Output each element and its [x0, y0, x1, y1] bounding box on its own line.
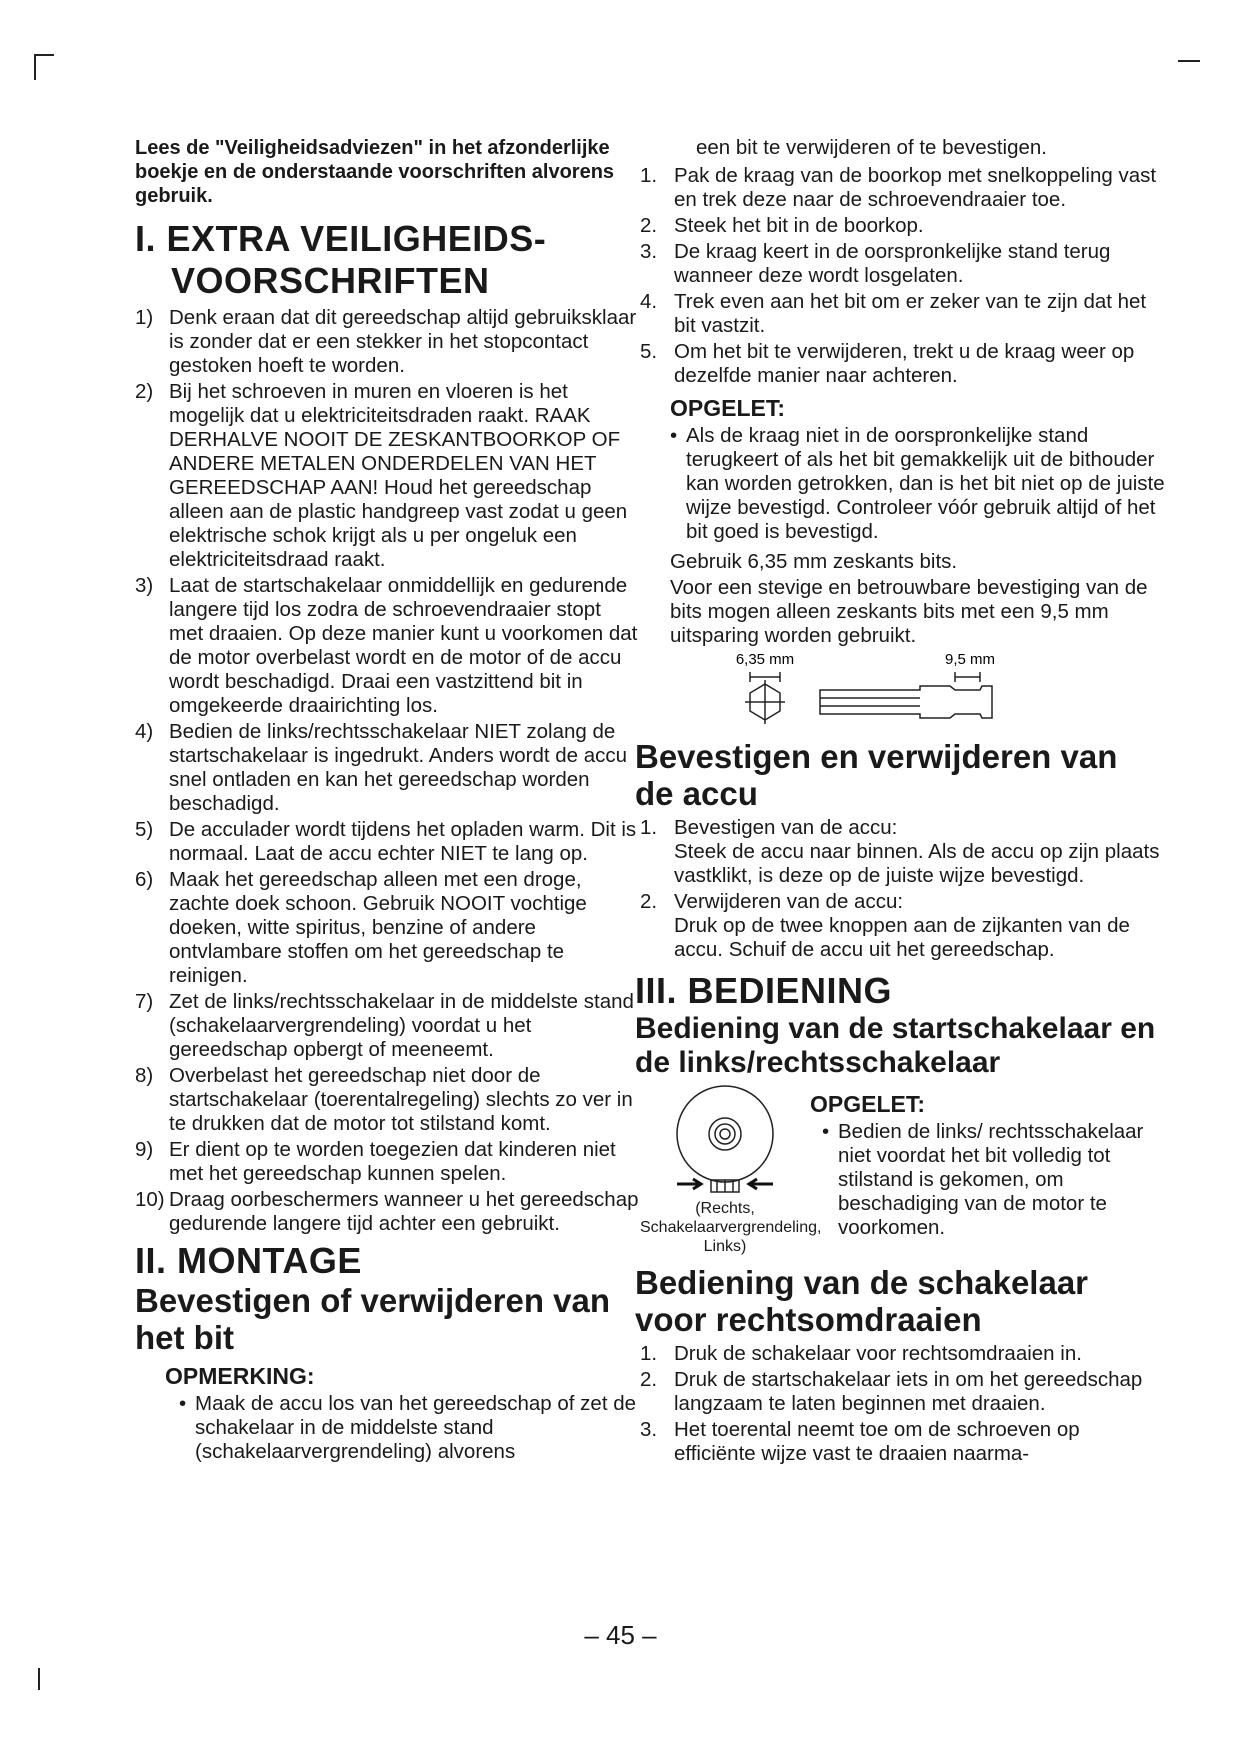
list-item: • Als de kraag niet in de oorspronkelijke stand terugkeert of als het bit gemakkelijk uit de bithouder kan worden getrokken, dan is het bit niet op de juiste wijze bevestigd. Controleer vóór gebruik altijd of het bit goed is bevestigd. [670, 424, 1165, 544]
section-title-montage: II. MONTAGE [135, 1240, 362, 1281]
list-item: • Bedien de links/ rechtsschakelaar niet voordat het bit volledig tot stilstand is gekomen, om beschadiging van de motor te voorkomen. [822, 1120, 1165, 1240]
list-item: 8) Overbelast het gereedschap niet door de startschakelaar (toerentalregeling) slechts zo ver in te drukken dat de motor tot stilstand komt. [135, 1064, 633, 1135]
section-title-line1: I. EXTRA VEILIGHEIDS- [135, 218, 547, 259]
battery-section-title: Bevestigen en verwijderen van de accu [635, 738, 1118, 812]
crop-mark [38, 1668, 40, 1690]
list-item: 1) Denk eraan dat dit gereedschap altijd gebruiksklaar is zonder dat er een stekker in het stopcontact gestoken hoeft te worden. [135, 306, 637, 377]
caution2-list [810, 1120, 1165, 1240]
cw-steps [640, 1342, 1165, 1466]
caution-label: OPGELET: [670, 395, 786, 421]
list-item: 2. Steek het bit in de boorkop. [640, 214, 924, 237]
bits-info-2: Voor een stevige en betrouwbare bevestiging van de bits mogen alleen zeskants bits met een 9,5 mm uitsparing worden gebruikt. [670, 576, 1148, 647]
crop-mark [34, 54, 54, 56]
cw-section-title: Bediening van de schakelaar voor rechtsomdraaien [635, 1264, 1089, 1338]
switch-section-title: Bediening van de startschakelaar en de links/rechtsschakelaar [635, 1012, 1156, 1079]
crop-mark [1178, 60, 1200, 62]
list-item: • Maak de accu los van het gereedschap of zet de schakelaar in de middelste stand (schakelaarvergrendeling) alvorens [179, 1392, 640, 1464]
list-item: 7) Zet de links/rechtsschakelaar in de middelste stand (schakelaarvergrendeling) voordat u het gereedschap opbergt of meeneemt. [135, 990, 634, 1061]
switch-dial-icon [655, 1084, 795, 1194]
list-item: 1. Bevestigen van de accu: Steek de accu naar binnen. Als de accu op zijn plaats vastklikt, is deze op de juiste wijze bevestigd. [640, 816, 1160, 887]
list-item: 9) Er dient op te worden toegezien dat kinderen niet met het gereedschap kunnen spelen. [135, 1138, 616, 1185]
list-item: 5. Om het bit te verwijderen, trekt u de kraag weer op dezelfde manier naar achteren. [640, 340, 1135, 387]
switch-caution-block [640, 1084, 1165, 1256]
list-item: 1. Pak de kraag van de boorkop met snelkoppeling vast en trek deze naar de schroevendraaier toe. [640, 164, 1157, 211]
dim-label-groove: 9,5 mm [944, 651, 996, 668]
list-item: 3. Het toerental neemt toe om de schroeven op efficiënte wijze vast te draaien naarma- [640, 1418, 1080, 1465]
section-title-line2: VOORSCHRIFTEN [171, 260, 490, 301]
bit-steps [640, 164, 1165, 388]
list-item: 1. Druk de schakelaar voor rechtsomdraaien in. [640, 1342, 1082, 1365]
switch-diagram [640, 1084, 822, 1256]
right-column [635, 136, 1165, 1468]
list-item: 2) Bij het schroeven in muren en vloeren is het mogelijk dat u elektriciteitsdraden raakt. RAAK DERHALVE NOOIT DE ZESKANTBOORKOP OF ANDERE METALEN ONDERDELEN VAN HET GEREEDSCHAP AAN! Houd het gereedschap alleen aan de plastic handgreep vast zodat u geen elektrische schok krijgt als u per ongeluk een elektriciteitsdraad raakt. [135, 380, 628, 571]
caution2-text [810, 1084, 1165, 1256]
crop-mark [34, 54, 36, 80]
note-label: OPMERKING: [165, 1363, 315, 1389]
bit-diagram [720, 650, 1020, 728]
note-list [135, 1392, 640, 1464]
continued-text: een bit te verwijderen of te bevestigen. [696, 136, 1047, 159]
subsection-title-bit: Bevestigen of verwijderen van het bit [135, 1282, 611, 1356]
list-item: 5) De acculader wordt tijdens het opladen warm. Dit is normaal. Laat de accu echter NIET te lang op. [135, 818, 637, 865]
battery-steps [640, 816, 1165, 962]
list-item: 4) Bedien de links/rechtsschakelaar NIET zolang de startschakelaar is ingedrukt. Anders wordt de accu snel ontladen en kan het gereedschap worden beschadigd. [135, 720, 628, 815]
dial-caption: (Rechts, Schakelaarvergrendeling, Links) [640, 1200, 822, 1255]
list-item: 4. Trek even aan het bit om er zeker van te zijn dat het bit vastzit. [640, 290, 1147, 337]
bits-info-1: Gebruik 6,35 mm zeskants bits. [670, 550, 958, 573]
section-title-bediening: III. BEDIENING [635, 970, 893, 1011]
list-item: 3. De kraag keert in de oorspronkelijke stand terug wanneer deze wordt losgelaten. [640, 240, 1111, 287]
caution2-label: OPGELET: [810, 1091, 926, 1117]
dim-label-hex: 6,35 mm [735, 651, 795, 668]
safety-list [135, 306, 640, 1236]
left-column [135, 136, 640, 1464]
list-item: 3) Laat de startschakelaar onmiddellijk en gedurende langere tijd los zodra de schroevendraaier stopt met draaien. Op deze manier kunt u voorkomen dat de motor overbelast wordt en de motor of de accu wordt beschadigd. Draai een vastzittend bit in omgekeerde draairichting los. [135, 574, 638, 717]
list-item: 6) Maak het gereedschap alleen met een droge, zachte doek schoon. Gebruik NOOIT vochtige doeken, witte spiritus, benzine of andere ontvlambare stoffen om het gereedschap te reinigen. [135, 868, 587, 987]
list-item: 2. Druk de startschakelaar iets in om het gereedschap langzaam te laten beginnen met draaien. [640, 1368, 1143, 1415]
page-number: – 45 – [584, 1620, 657, 1650]
intro-text: Lees de "Veiligheidsadviezen" in het afzonderlijke boekje en de onderstaande voorschriften alvorens gebruik. [135, 137, 615, 207]
list-item: 2. Verwijderen van de accu: Druk op de twee knoppen aan de zijkanten van de accu. Schuif de accu uit het gereedschap. [640, 890, 1130, 961]
section-title-safety [135, 218, 640, 302]
caution-list [640, 424, 1165, 544]
list-item: 10) Draag oorbeschermers wanneer u het gereedschap gedurende langere tijd achter een gebruikt. [135, 1188, 639, 1235]
